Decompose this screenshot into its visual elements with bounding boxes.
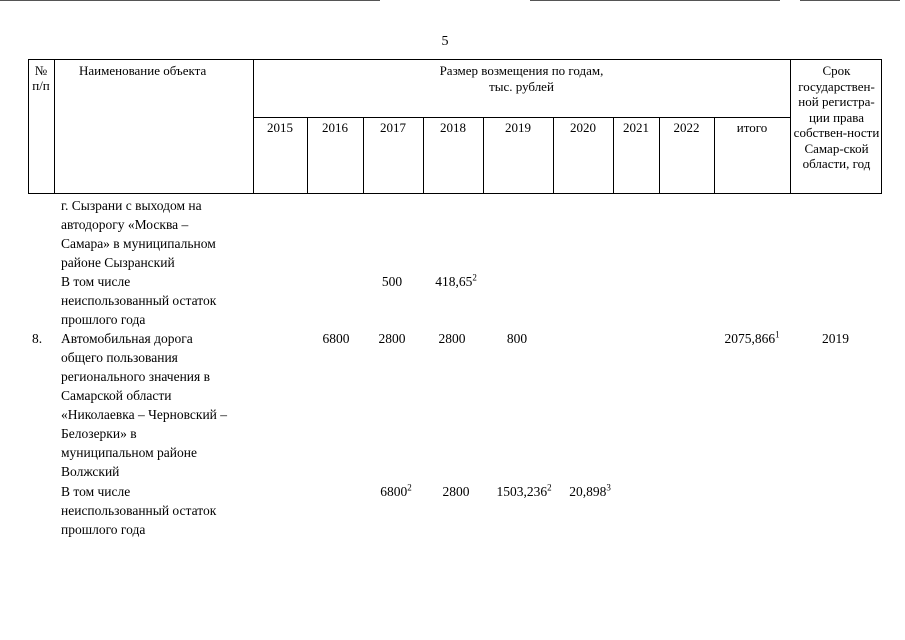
header-amount-title: Размер возмещения по годам,: [439, 63, 604, 78]
row-0-name: г. Сызрани с выходом на автодорогу «Москва – Самара» в муниципальном районе Сызранский: [61, 198, 216, 270]
row-2-2016: 6800: [322, 331, 350, 346]
row-2-name: Автомобильная дорога общего пользования регионального значения в Самарской области «Николаевка – Черновский – Белозерки» в муниципальном районе Волжский: [61, 331, 228, 479]
year-2017: 2017: [380, 120, 406, 135]
year-2016: 2016: [322, 120, 348, 135]
page-number: 5: [441, 34, 449, 49]
row-1-name: В том числе неиспользованный остаток прошлого года: [61, 274, 217, 327]
row-3-2019: 1503,236$^2$: [496, 482, 552, 499]
table-header: [28, 59, 882, 194]
header-amount-subtitle: тыс. рублей: [489, 79, 554, 94]
row-2-term: 2019: [822, 331, 849, 346]
row-2-num: 8.: [32, 331, 43, 346]
header-term-col: Срок государствен-ной регистра-ции права собствен-ности Самар-ской области, год: [793, 63, 880, 171]
header-name-col: Наименование объекта: [79, 63, 207, 78]
scan-edge-line: [800, 0, 900, 1]
row-1-2018: 418,65$^2$: [435, 272, 477, 289]
row-3-2017: 6800$^2$: [380, 482, 412, 499]
row-3-2020: 20,898$^3$: [569, 482, 611, 499]
year-2020: 2020: [570, 120, 596, 135]
row-2-2019: 800: [506, 331, 528, 346]
year-2022: 2022: [673, 120, 700, 135]
year-2019: 2019: [505, 120, 531, 135]
row-2-total: 2075,866$^1$: [724, 329, 780, 346]
year-2018: 2018: [440, 120, 466, 135]
row-3-name: В том числе неиспользованный остаток прошлого года: [61, 484, 217, 537]
scan-edge-line: [530, 0, 780, 1]
row-3-2018: 2800: [442, 484, 470, 499]
year-total: итого: [736, 120, 768, 135]
row-1-2017: 500: [381, 274, 403, 289]
scan-edge-line: [0, 0, 380, 1]
header-num-col: № п/п: [32, 63, 50, 93]
year-2015: 2015: [267, 120, 293, 135]
row-2-2017: 2800: [378, 331, 406, 346]
row-2-2018: 2800: [438, 331, 466, 346]
year-2021: 2021: [623, 120, 649, 135]
